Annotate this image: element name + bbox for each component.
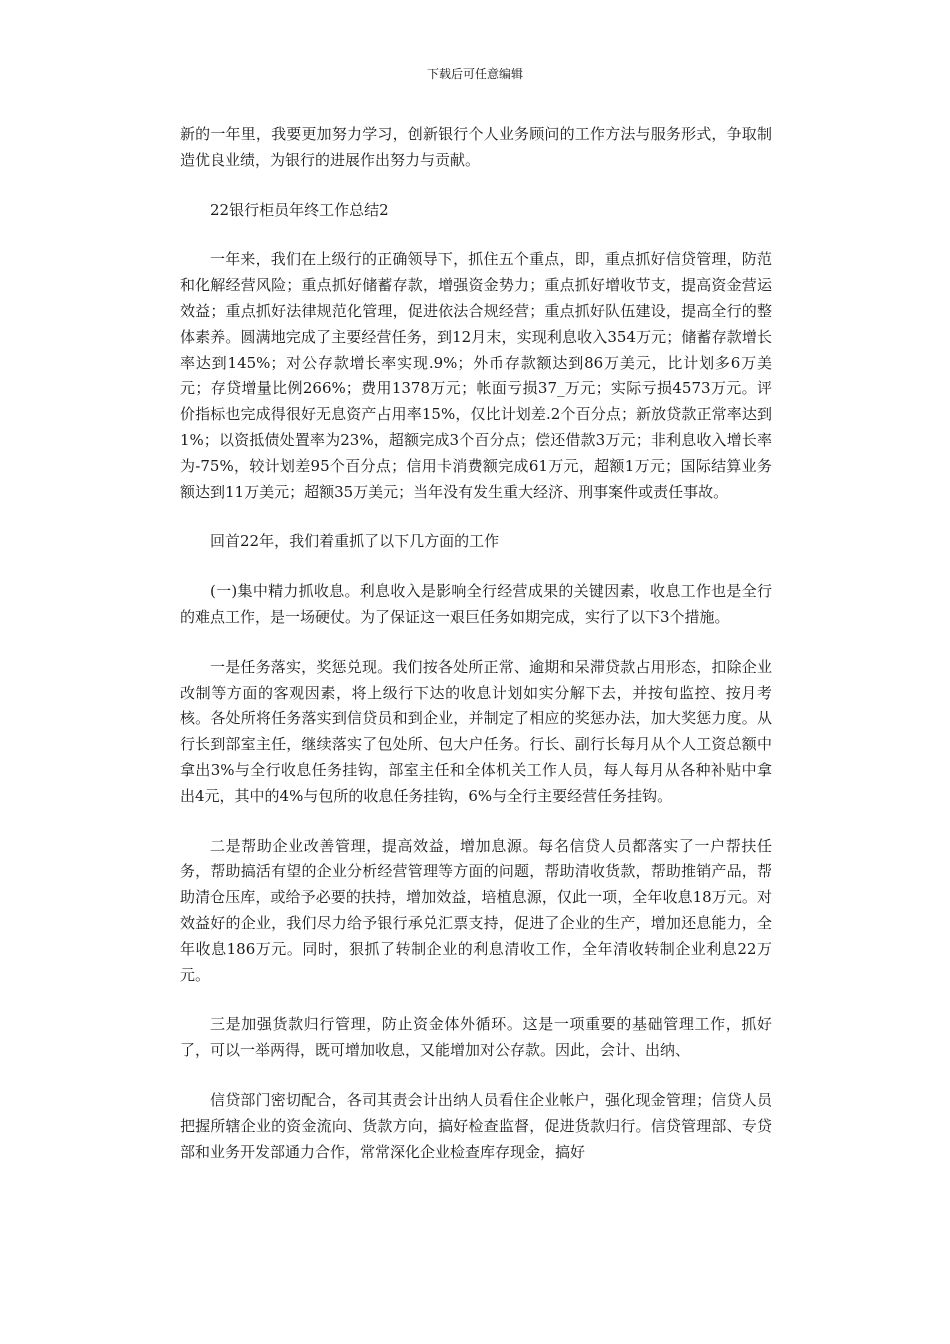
- paragraph-continuation: 信贷部门密切配合，各司其责会计出纳人员看住企业帐户，强化现金管理；信贷人员把握所辖企业的资金流向、货款方向，搞好检查监督，促进货款归行。信贷管理部、专贷部和业务开发部通力合作，常常深化企业检查库存现金，搞好: [180, 1090, 772, 1161]
- page-header: 下载后可任意编辑: [426, 67, 523, 81]
- paragraph-measure-one: 一是任务落实，奖惩兑现。我们按各处所正常、逾期和呆滞贷款占用形态，扣除企业改制等方面的客观因素，将上级行下达的收息计划如实分解下去，并按旬监控、按月考核。各处所将任务落实到信贷员和到企业，并制定了相应的奖惩办法，加大奖惩力度。从行长到部室主任，继续落实了包处所、包大户任务。行长、副行长每月从个人工资总额中拿出3%与全行收息任务挂钩，部室主任和全体机关工作人员，每人每月从各种补贴中拿出4元，其中的4%与包所的收息任务挂钩，6%与全行主要经营任务挂钩。: [180, 657, 772, 805]
- paragraph-review-heading: 回首22年，我们着重抓了以下几方面的工作: [210, 532, 500, 551]
- document-body: [180, 122, 772, 1165]
- paragraph-measure-three: 三是加强货款归行管理，防止资金体外循环。这是一项重要的基础管理工作，抓好了，可以一举两得，既可增加收息，又能增加对公存款。因此，会计、出纳、: [180, 1015, 772, 1060]
- paragraph-summary: 一年来，我们在上级行的正确领导下，抓住五个重点，即，重点抓好信贷管理，防范和化解经营风险；重点抓好储蓄存款，增强资金势力；重点抓好增收节支，提高资金营运效益；重点抓好法律规范化管理，促进依法合规经营；重点抓好队伍建设，提高全行的整体素养。圆满地完成了主要经营任务，到12月末，实现利息收入354万元；储蓄存款增长率达到145%；对公存款增长率实现.9%；外币存款额达到86万美元，比计划多6万美元；存贷增量比例266%；费用1378万元；帐面亏损37_万元；实际亏损4573万元。评价指标也完成得很好无息资产占用率15%，仅比计划差.2个百分点；新放贷款正常率达到1%；以资抵债处置率为23%，超额完成3个百分点；偿还借款3万元；非利息收入增长率为-75%，较计划差95个百分点；信用卡消费额完成61万元，超额1万元；国际结算业务额达到11万美元；超额35万美元；当年没有发生重大经济、刑事案件或责任事故。: [180, 250, 772, 501]
- section-heading: 22银行柜员年终工作总结2: [210, 200, 389, 219]
- paragraph-intro: 新的一年里，我要更加努力学习，创新银行个人业务顾问的工作方法与服务形式，争取制造优良业绩，为银行的进展作出努力与贡献。: [180, 125, 772, 169]
- paragraph-interest-collection: (一)集中精力抓收息。利息收入是影响全行经营成果的关键因素，收息工作也是全行的难点工作，是一场硬仗。为了保证这一艰巨任务如期完成，实行了以下3个措施。: [180, 582, 772, 626]
- paragraph-measure-two: 二是帮助企业改善管理，提高效益，增加息源。每名信贷人员都落实了一户帮扶任务，帮助搞活有望的企业分析经营管理等方面的问题，帮助清收货款，帮助推销产品，帮助清仓压库，或给予必要的扶持，增加效益，培植息源，仅此一项，全年收息18万元。对效益好的企业，我们尽力给予银行承兑汇票支持，促进了企业的生产，增加还息能力，全年收息186万元。同时，狠抓了转制企业的利息清收工作，全年清收转制企业利息22万元。: [180, 836, 772, 984]
